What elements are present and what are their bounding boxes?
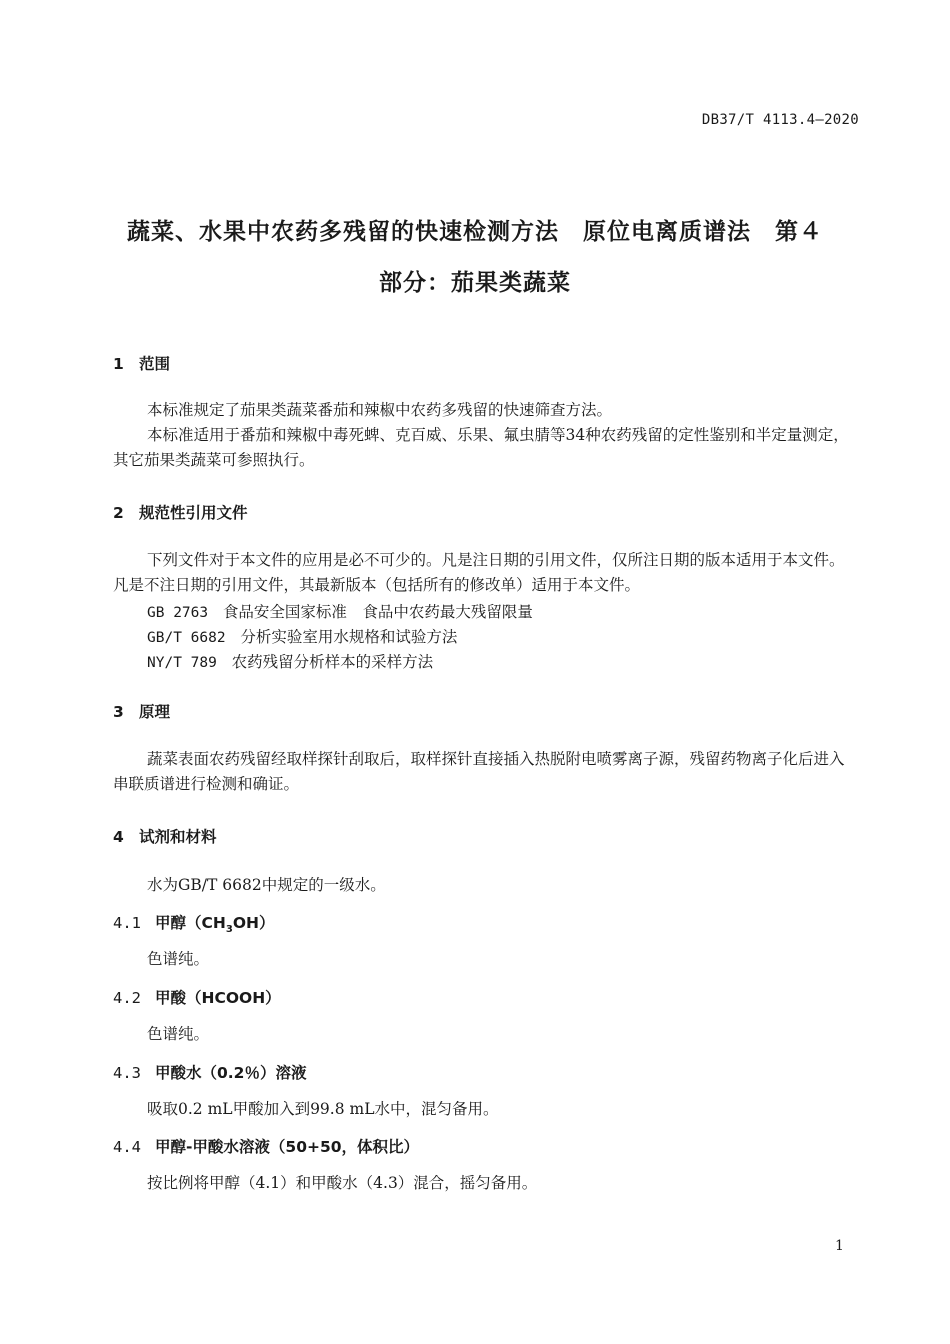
section-title: 规范性引用文件 xyxy=(139,504,248,522)
reference-title: 农药残留分析样本的采样方法 xyxy=(231,653,434,671)
reference-code: NY/T 789 xyxy=(147,655,217,671)
reference-item xyxy=(147,625,457,647)
subsection-4-2-body xyxy=(113,1022,858,1047)
section-3-heading xyxy=(113,700,170,722)
paragraph: 本标准规定了茄果类蔬菜番茄和辣椒中农药多残留的快速筛查方法。 xyxy=(147,401,613,419)
paragraph: 色谱纯。 xyxy=(147,1025,210,1043)
subsection-number: 4.3 xyxy=(113,1064,141,1082)
reference-code: GB 2763 xyxy=(147,605,209,621)
subsection-4-1-body xyxy=(113,947,858,972)
subsection-4-2-heading xyxy=(113,986,281,1008)
subsection-title: 甲醇-甲酸水溶液（50+50，体积比） xyxy=(155,1138,420,1156)
subsection-4-3-heading xyxy=(113,1061,306,1083)
subsection-4-1-heading xyxy=(113,911,274,935)
section-number: 2 xyxy=(113,504,124,522)
reference-code: GB/T 6682 xyxy=(147,630,226,646)
paragraph: 本标准适用于番茄和辣椒中毒死蜱、克百威、乐果、氟虫腈等34种农药残留的定性鉴别和半定量测定，其它茄果类蔬菜可参照执行。 xyxy=(113,426,849,469)
section-2-heading xyxy=(113,501,248,523)
section-1-heading xyxy=(113,352,170,374)
section-3-body xyxy=(113,747,858,797)
section-1-body xyxy=(113,398,858,473)
reference-title: 食品安全国家标准 食品中农药最大残留限量 xyxy=(222,603,533,621)
section-4-heading xyxy=(113,825,217,847)
subsection-title: 甲醇$(CH_3OH)$ xyxy=(155,914,275,936)
paragraph: 色谱纯。 xyxy=(147,950,210,968)
document-code: DB37/T 4113.4—2020 xyxy=(701,112,859,128)
subsection-4-4-heading xyxy=(113,1135,419,1157)
subsection-title: 甲酸（HCOOH） xyxy=(155,989,281,1007)
reference-title: 分析实验室用水规格和试验方法 xyxy=(240,628,458,646)
subsection-number: 4.1 xyxy=(113,914,141,932)
page-number: 1 xyxy=(835,1238,844,1254)
paragraph: 下列文件对于本文件的应用是必不可少的。凡是注日期的引用文件，仅所注日期的版本适用于本文件。凡是不注日期的引用文件，其最新版本（包括所有的修改单）适用于本文件。 xyxy=(113,551,845,594)
section-2-body xyxy=(113,548,858,598)
paragraph: 蔬菜表面农药残留经取样探针刮取后，取样探针直接插入热脱附电喷雾离子源，残留药物离子化后进入串联质谱进行检测和确证。 xyxy=(113,750,845,793)
paragraph: 按比例将甲醇（4.1）和甲酸水（4.3）混合，摇匀备用。 xyxy=(147,1174,538,1192)
section-number: 4 xyxy=(113,828,124,846)
subsection-number: 4.2 xyxy=(113,989,141,1007)
paragraph: 水为GB/T 6682中规定的一级水。 xyxy=(147,876,386,894)
paragraph: 吸取0.2 mL甲酸加入到99.8 mL水中，混匀备用。 xyxy=(147,1100,499,1118)
document-title-line-2: 部分：茄果类蔬菜 xyxy=(379,270,571,296)
reference-item xyxy=(147,600,533,622)
section-4-body xyxy=(113,873,858,898)
subsection-number: 4.4 xyxy=(113,1138,141,1156)
subsection-4-3-body xyxy=(113,1097,858,1122)
subsection-4-4-body xyxy=(113,1171,858,1196)
section-title: 范围 xyxy=(139,355,171,373)
subsection-title: 甲酸水（0.2％）溶液 xyxy=(155,1064,307,1082)
document-title-line-1: 蔬菜、水果中农药多残留的快速检测方法 原位电离质谱法 第４ xyxy=(127,219,823,245)
reference-item xyxy=(147,650,433,672)
section-title: 原理 xyxy=(139,703,171,721)
section-title: 试剂和材料 xyxy=(139,828,217,846)
section-number: 3 xyxy=(113,703,124,721)
section-number: 1 xyxy=(113,355,124,373)
